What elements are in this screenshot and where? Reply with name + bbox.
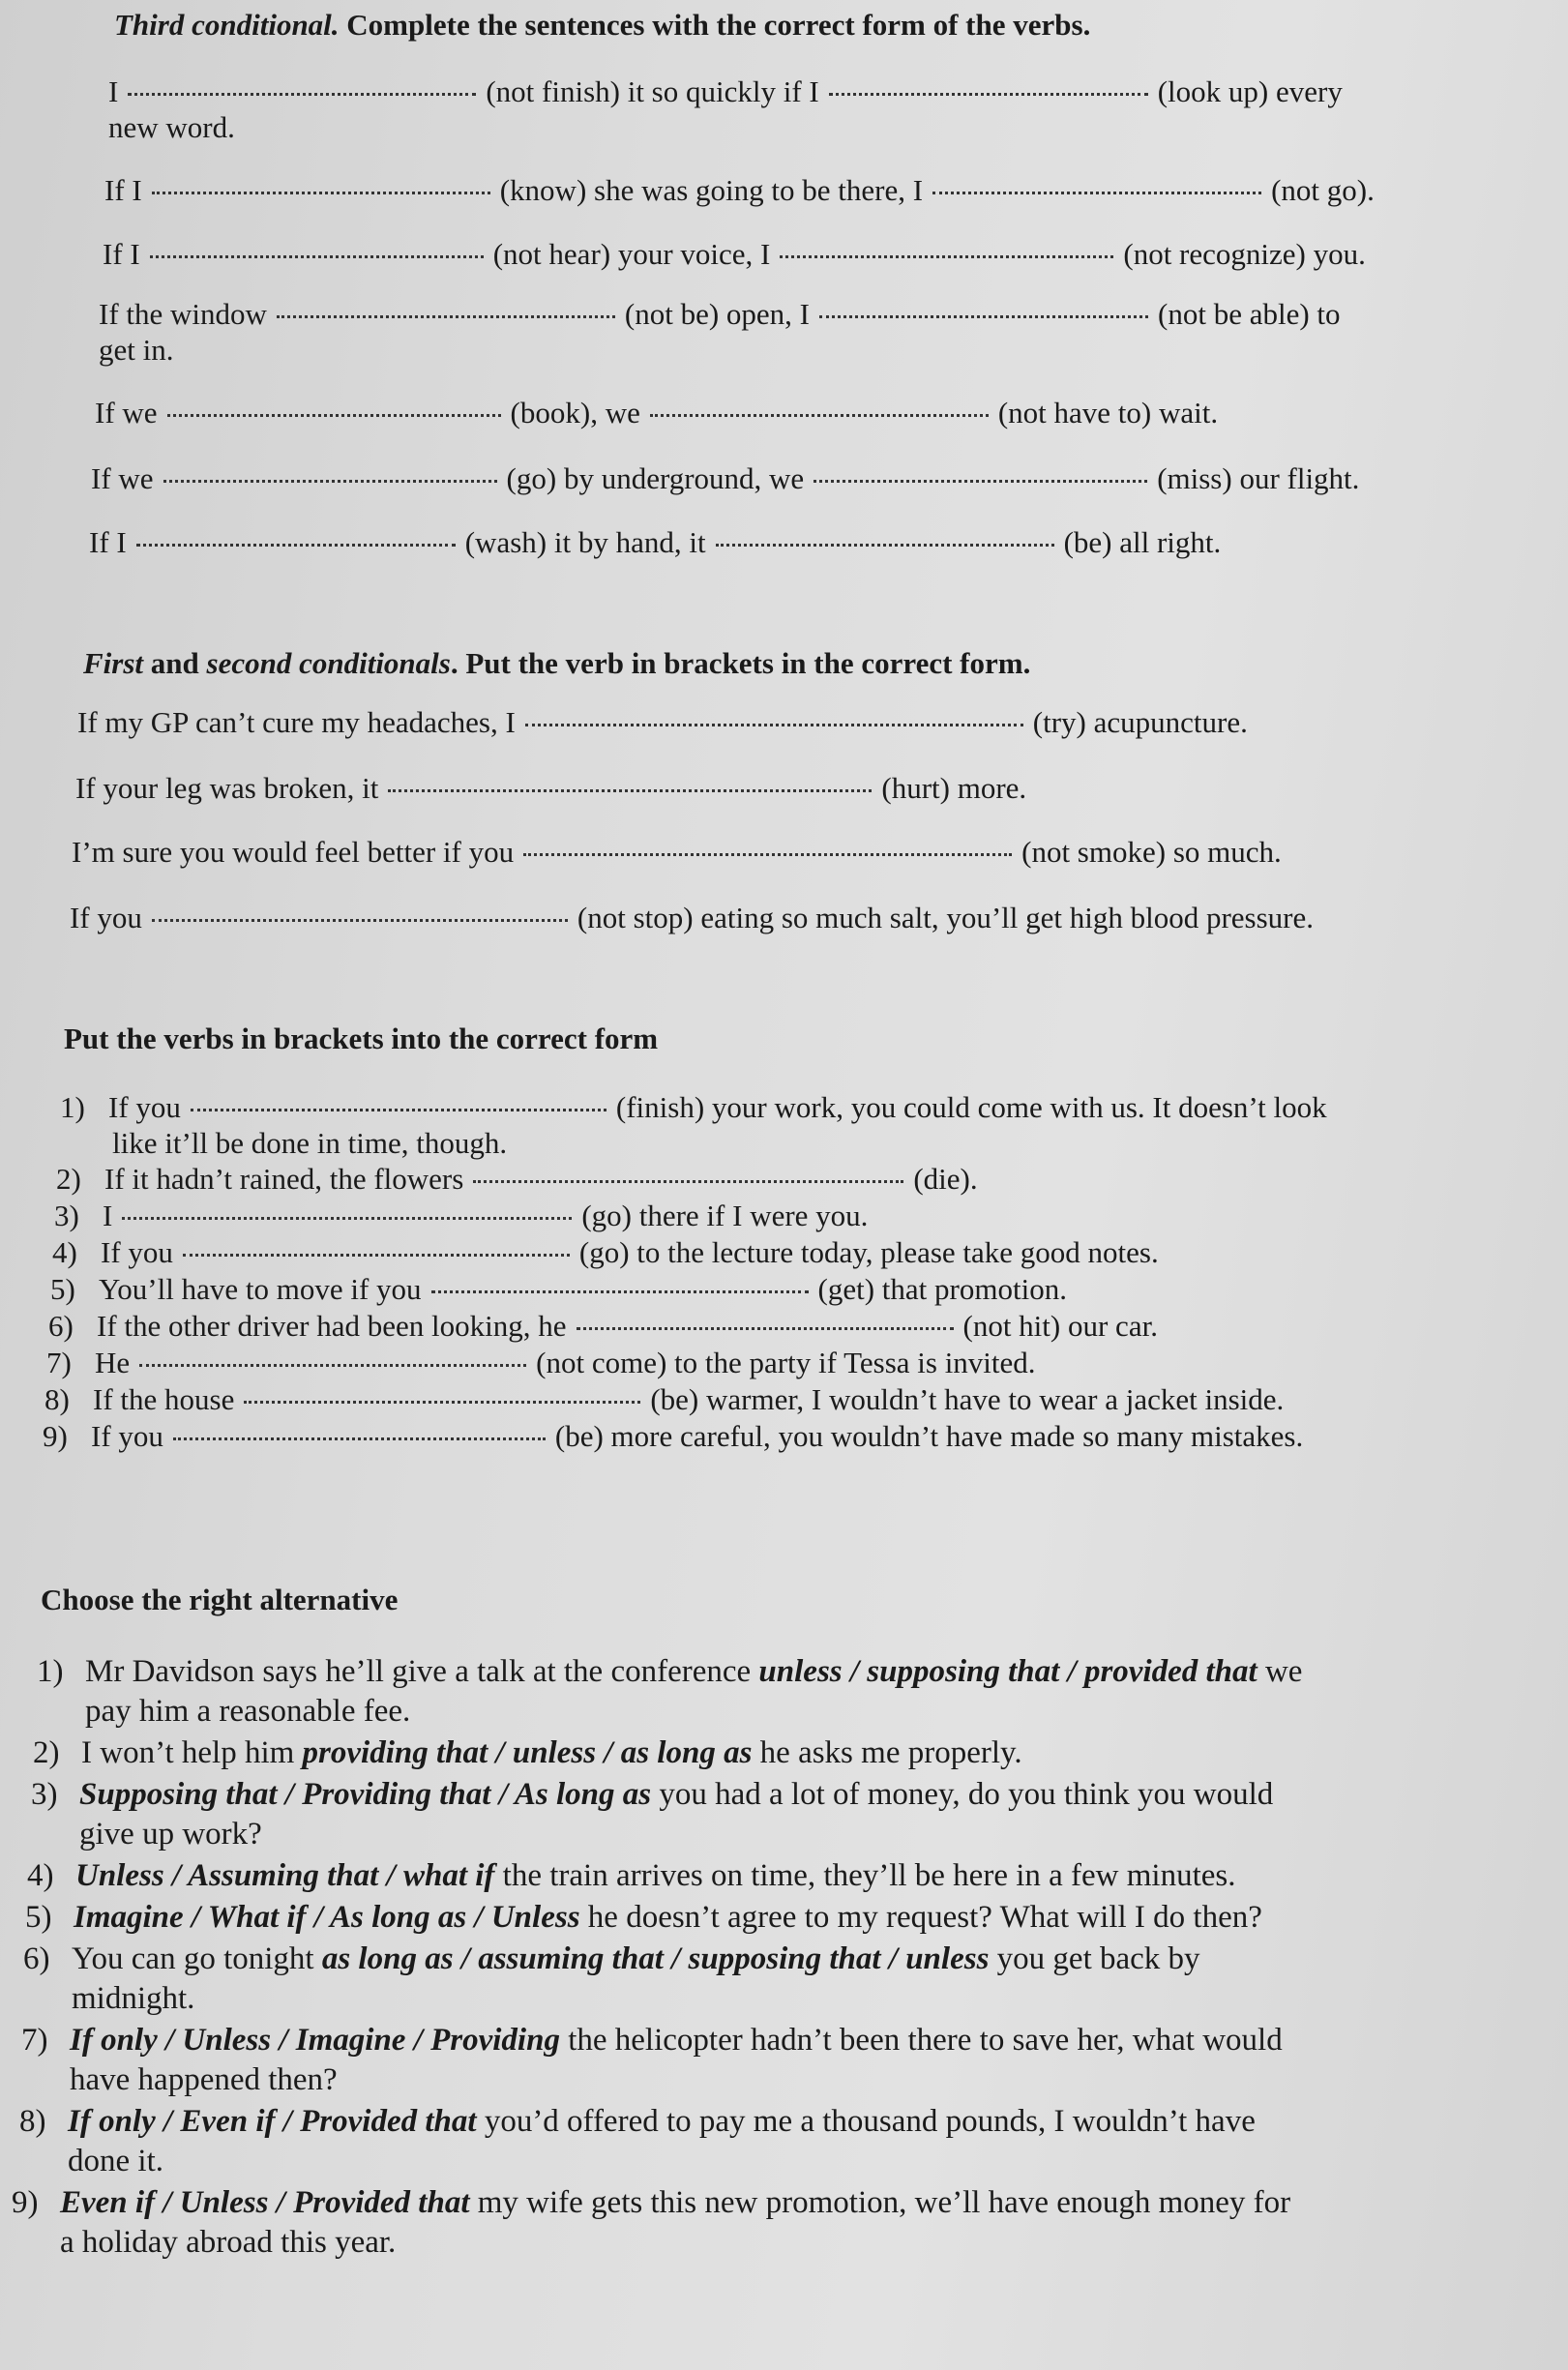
alternative-options[interactable]: unless / supposing that / provided that (758, 1654, 1257, 1689)
text: (book), we (510, 396, 640, 430)
continuation-text: done it. (68, 2144, 163, 2178)
text: (not finish) it so quickly if I (486, 74, 819, 108)
section-title (83, 646, 1030, 681)
list-item (25, 1898, 1546, 1938)
continuation-text: like it’ll be done in time, though. (112, 1126, 508, 1160)
text: (not come) to the party if Tessa is invited. (536, 1346, 1036, 1379)
exercise-item (75, 770, 1488, 807)
text: (not go). (1271, 173, 1375, 207)
continuation-text: have happened then? (70, 2062, 338, 2097)
answer-blank[interactable] (128, 93, 476, 96)
text: (miss) our flight. (1157, 461, 1360, 495)
text: I won’t help him (81, 1735, 303, 1770)
text: (not hit) our car. (962, 1309, 1158, 1343)
title-italic: second conditionals (206, 646, 451, 680)
exercise-item (70, 900, 1521, 936)
text: If the window (99, 297, 267, 331)
text: (not smoke) so much. (1021, 835, 1282, 869)
text: If I (103, 237, 140, 271)
alternative-options[interactable]: If only / Unless / Imagine / Providing (70, 2023, 560, 2058)
answer-blank[interactable] (523, 853, 1012, 856)
exercise-item (91, 460, 1484, 497)
text: You can go tonight (72, 1941, 322, 1976)
item-number: 3) (31, 1777, 58, 1812)
answer-blank[interactable] (525, 724, 1023, 726)
item-number: 1) (37, 1654, 64, 1689)
text: If the house (93, 1382, 235, 1416)
text: I (108, 74, 119, 108)
text: If your leg was broken, it (75, 771, 379, 805)
text: (not recognize) you. (1123, 237, 1366, 271)
list-item (27, 1856, 1546, 1896)
exercise-item (103, 236, 1476, 273)
answer-blank[interactable] (191, 1109, 606, 1111)
exercise-item (72, 834, 1503, 871)
answer-blank[interactable] (139, 1364, 526, 1367)
numbered-list (43, 1089, 1511, 1455)
text: If it hadn’t rained, the flowers (104, 1162, 464, 1196)
text: (not be) open, I (624, 297, 811, 331)
continuation-text: new word. (108, 110, 235, 144)
answer-blank[interactable] (388, 789, 872, 792)
section-title: Put the verbs in brackets into the correct form (64, 1022, 659, 1055)
item-number: 8) (44, 1382, 70, 1416)
section-title (114, 8, 1568, 43)
text: (not stop) eating so much salt, you’ll get high blood pressure. (577, 901, 1315, 934)
text: we (1257, 1654, 1303, 1689)
item-number: 3) (54, 1199, 79, 1232)
text: If we (91, 461, 154, 495)
text: If you (101, 1235, 173, 1269)
text: (not hear) your voice, I (492, 237, 771, 271)
text: you get back by (989, 1941, 1200, 1976)
text: (know) she was going to be there, I (499, 173, 924, 207)
item-number: 8) (19, 2104, 46, 2139)
alternative-options[interactable]: Unless / Assuming that / what if (75, 1858, 495, 1893)
answer-blank[interactable] (150, 255, 484, 258)
item-number: 9) (43, 1419, 68, 1453)
text: (try) acupuncture. (1032, 705, 1248, 739)
list-item (19, 2102, 1546, 2181)
text: (look up) every (1157, 74, 1343, 108)
text: (not be able) to (1158, 297, 1341, 331)
continuation-text: midnight. (72, 1981, 195, 2016)
list-item (44, 1381, 1511, 1418)
answer-blank[interactable] (829, 93, 1148, 96)
text: If we (95, 396, 158, 430)
title-italic: Third conditional. (114, 8, 340, 42)
text: If I (104, 173, 142, 207)
text: If my GP can’t cure my headaches, I (77, 705, 516, 739)
text: (be) more careful, you wouldn’t have made so many mistakes. (554, 1419, 1304, 1453)
text: you’d offered to pay me a thousand pounds, I wouldn’t have (476, 2104, 1256, 2139)
list-item (37, 1652, 1546, 1732)
list-item (60, 1089, 1511, 1161)
item-number: 9) (12, 2185, 39, 2220)
text: he doesn’t agree to my request? What will I do then? (579, 1900, 1262, 1935)
alternative-options[interactable]: Supposing that / Providing that / As long as (79, 1777, 652, 1812)
title-rest: and (143, 646, 207, 680)
list-item (21, 2021, 1546, 2100)
list-item (31, 1775, 1546, 1854)
list-item (48, 1308, 1511, 1345)
section-title: Choose the right alternative (41, 1583, 399, 1616)
answer-blank[interactable] (780, 255, 1113, 258)
text: (get) that promotion. (817, 1272, 1067, 1306)
text: If you (70, 901, 142, 934)
text: If you (91, 1419, 163, 1453)
answer-blank[interactable] (431, 1290, 809, 1293)
list-item (50, 1271, 1511, 1308)
section-choose-alternative (41, 1583, 398, 1617)
answer-blank[interactable] (814, 480, 1147, 483)
text: I’m sure you would feel better if you (72, 835, 515, 869)
answer-blank[interactable] (819, 315, 1148, 318)
answer-blank[interactable] (277, 315, 615, 318)
text: If you (108, 1090, 181, 1124)
continuation-text: a holiday abroad this year. (60, 2225, 397, 2260)
text: (not have to) wait. (997, 396, 1219, 430)
text: (be) all right. (1063, 525, 1222, 559)
answer-blank[interactable] (716, 544, 1054, 547)
text: (wash) it by hand, it (464, 525, 706, 559)
text: (die). (913, 1162, 978, 1196)
item-number: 2) (33, 1735, 60, 1770)
list-item (12, 2183, 1546, 2263)
answer-blank[interactable] (122, 1217, 572, 1220)
title-italic: First (83, 646, 144, 680)
item-number: 6) (48, 1309, 74, 1343)
text: the helicopter hadn’t been there to save her, what would (559, 2023, 1283, 2058)
item-number: 5) (50, 1272, 75, 1306)
answer-blank[interactable] (136, 544, 456, 547)
section-first-second-conditionals (83, 646, 1030, 681)
text: my wife gets this new promotion, we’ll have enough money for (469, 2185, 1291, 2220)
item-number: 7) (21, 2023, 48, 2058)
answer-blank[interactable] (183, 1254, 570, 1257)
answer-blank[interactable] (173, 1437, 546, 1440)
answer-blank[interactable] (152, 192, 490, 194)
item-number: 1) (60, 1090, 85, 1124)
item-number: 5) (25, 1900, 52, 1935)
exercise-item (95, 395, 1468, 431)
text: (be) warmer, I wouldn’t have to wear a jacket inside. (650, 1382, 1285, 1416)
answer-blank[interactable] (152, 919, 568, 922)
title-rest: . Put the verb in brackets in the correct form. (450, 646, 1031, 680)
answer-blank[interactable] (473, 1180, 903, 1183)
continuation-text: pay him a reasonable fee. (85, 1694, 411, 1729)
exercise-item (77, 704, 1490, 741)
text: He (95, 1346, 131, 1379)
item-number: 7) (46, 1346, 72, 1379)
item-number: 2) (56, 1162, 81, 1196)
list-item (46, 1345, 1511, 1381)
list-item (33, 1733, 1546, 1773)
section-verbs-in-brackets (64, 1022, 658, 1056)
title-rest: Complete the sentences with the correct form of the verbs. (339, 8, 1091, 42)
exercise-item (89, 524, 1463, 561)
answer-blank[interactable] (577, 1327, 954, 1330)
exercise-item (108, 74, 1463, 145)
text: You’ll have to move if you (99, 1272, 422, 1306)
text: (finish) your work, you could come with us. It doesn’t look (615, 1090, 1327, 1124)
alternative-options[interactable]: Imagine / What if / As long as / Unless (74, 1900, 580, 1935)
text: (hurt) more. (881, 771, 1027, 805)
text: (go) to the lecture today, please take good notes. (578, 1235, 1159, 1269)
text: Mr Davidson says he’ll give a talk at the conference (85, 1654, 759, 1689)
exercise-item (99, 296, 1472, 368)
text: If I (89, 525, 127, 559)
alternative-options[interactable]: If only / Even if / Provided that (68, 2104, 477, 2139)
text: he asks me properly. (752, 1735, 1022, 1770)
list-item (56, 1161, 1511, 1198)
text: (go) there if I were you. (581, 1199, 869, 1232)
answer-blank[interactable] (650, 414, 989, 417)
answer-blank[interactable] (932, 192, 1261, 194)
list-item (52, 1234, 1511, 1271)
answer-blank[interactable] (163, 480, 497, 483)
text: the train arrives on time, they’ll be here in a few minutes. (494, 1858, 1236, 1893)
exercise-item (104, 172, 1478, 209)
alternative-options[interactable]: providing that / unless / as long as (302, 1735, 753, 1770)
continuation-text: get in. (99, 333, 174, 367)
item-number: 4) (27, 1858, 54, 1893)
text: (go) by underground, we (506, 461, 805, 495)
text: you had a lot of money, do you think you would (651, 1777, 1274, 1812)
item-number: 4) (52, 1235, 77, 1269)
alternative-options[interactable]: as long as / assuming that / supposing that / unless (321, 1941, 990, 1976)
text: If the other driver had been looking, he (97, 1309, 567, 1343)
item-number: 6) (23, 1941, 50, 1976)
list-item (54, 1198, 1511, 1234)
continuation-text: give up work? (79, 1817, 262, 1852)
list-item (43, 1418, 1511, 1455)
alternative-options[interactable]: Even if / Unless / Provided that (60, 2185, 470, 2220)
text: I (103, 1199, 113, 1232)
answer-blank[interactable] (244, 1401, 640, 1404)
answer-blank[interactable] (167, 414, 501, 417)
list-item (23, 1940, 1546, 2019)
numbered-list (12, 1652, 1546, 2263)
section-third-conditional (114, 8, 1568, 43)
